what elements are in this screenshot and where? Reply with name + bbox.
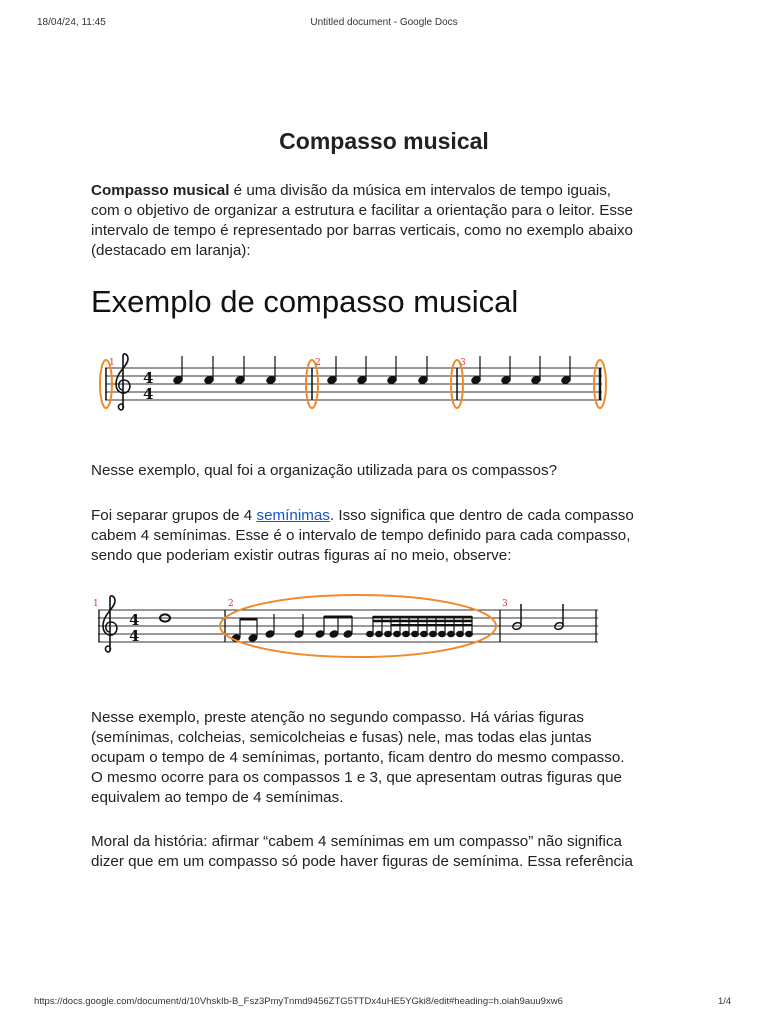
answer-line-3: sendo que poderiam existir outras figuras aí no meio, observe:	[91, 547, 512, 564]
time-signature-top: 4	[143, 369, 154, 387]
question-paragraph: Nesse exemplo, qual foi a organização utilizada para os compassos?	[91, 462, 558, 479]
quarter-note-icon	[387, 356, 397, 384]
answer-paragraph	[91, 506, 691, 566]
intro-line-3: intervalo de tempo é representado por barras verticais, como no exemplo abaixo	[91, 222, 633, 239]
half-note-icon	[512, 604, 522, 630]
measure-number-3: 3	[502, 599, 508, 609]
music-staff-example-2	[90, 592, 610, 664]
time-signature-top: 4	[129, 611, 140, 629]
answer-line-1: Foi separar grupos de 4 semínimas. Isso significa que dentro de cada compasso	[91, 507, 634, 524]
explanation-paragraph: Nesse exemplo, preste atenção no segundo compasso. Há várias figuras (semínimas, colcheias, semicolcheias e fusas) nele, mas todas elas juntas ocupam o tempo de 4 semínimas, portanto, ficam dentro do mesmo compasso. O mesmo ocorre para os compassos 1 e 3, que apresentam outras figuras que equivalem ao tempo de 4 semínimas.	[91, 709, 625, 806]
intro-line-2: com o objetivo de organizar a estrutura e facilitar a orientação para o leitor. Esse	[91, 202, 633, 219]
measure-number-1: 1	[109, 358, 115, 368]
half-note-icon	[554, 604, 564, 630]
quarter-note-icon	[266, 356, 276, 384]
quarter-note-icon	[418, 356, 428, 384]
page-title: Compasso musical	[279, 128, 489, 154]
intro-line-4: (destacado em laranja):	[91, 242, 251, 259]
time-signature-bottom: 4	[129, 627, 140, 645]
eighth-notes-icon	[231, 618, 258, 642]
quarter-note-icon	[235, 356, 245, 384]
answer-line-2: cabem 4 semínimas. Esse é o intervalo de tempo definido para cada compasso,	[91, 527, 631, 544]
music-staff-example-1	[90, 350, 620, 416]
time-signature-bottom: 4	[143, 385, 154, 403]
example-heading: Exemplo de compasso musical	[91, 284, 519, 319]
moral-paragraph: Moral da história: afirmar “cabem 4 semínimas em um compasso” não significa dizer que em um compasso só pode haver figuras de semínima. Essa referência	[91, 833, 633, 870]
staff-lines	[105, 368, 602, 400]
quarter-note-icon	[501, 356, 511, 384]
print-url: https://docs.google.com/document/d/10VhskIb-B_Fsz3PmyTnmd9456ZTG5TTDx4uHE5YGki8/edit#heading=h.oiah9auu9xw6	[34, 996, 563, 1007]
quarter-note-icon	[327, 356, 337, 384]
measure-number-1: 1	[93, 599, 99, 609]
quarter-note-icon	[471, 356, 481, 384]
quarter-note-icon	[357, 356, 367, 384]
eighth-notes-icon	[315, 616, 353, 638]
intro-bold-term: Compasso musical	[91, 182, 230, 199]
quarter-note-icon	[204, 356, 214, 384]
print-doc-title: Untitled document - Google Docs	[310, 17, 458, 28]
treble-clef-icon	[103, 596, 117, 652]
quarter-notes	[173, 356, 571, 384]
print-page-number: 1/4	[718, 996, 732, 1007]
treble-clef-icon	[116, 354, 130, 410]
half-notes	[512, 604, 564, 630]
measure-number-3: 3	[460, 358, 466, 368]
print-datetime: 18/04/24, 11:45	[37, 17, 106, 28]
quarter-note-icon	[173, 356, 183, 384]
measure-number-2: 2	[228, 599, 234, 609]
intro-line-1: Compasso musical é uma divisão da música em intervalos de tempo iguais,	[91, 182, 612, 199]
quarter-note-icon	[531, 356, 541, 384]
measure-number-2: 2	[315, 358, 321, 368]
intro-paragraph	[91, 181, 691, 261]
quarter-note-icon	[561, 356, 571, 384]
seminimas-link[interactable]: semínimas	[256, 507, 330, 524]
